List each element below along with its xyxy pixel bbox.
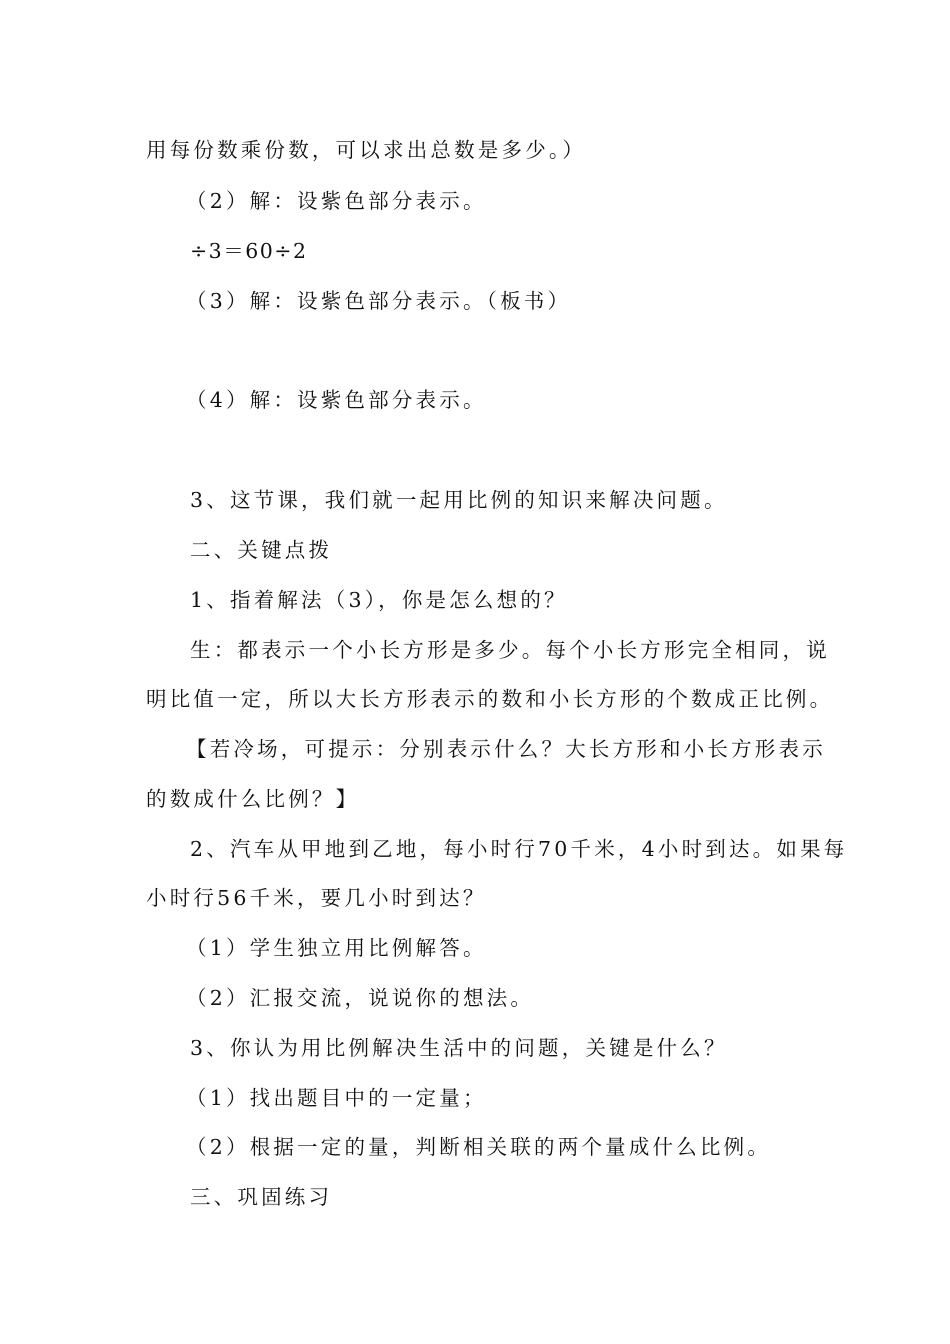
text-line: （1）学生独立用比例解答。 — [186, 936, 487, 960]
formula-line: ÷3＝60÷2 — [190, 239, 308, 263]
text-line: 1、指着解法（3），你是怎么想的？ — [190, 588, 568, 612]
text-line: （4）解：设紫色部分表示。 — [186, 388, 487, 412]
text-line: 3、这节课，我们就一起用比例的知识来解决问题。 — [190, 488, 728, 512]
text-line: （3）解：设紫色部分表示。（板书） — [186, 289, 572, 313]
text-line: （1）找出题目中的一定量； — [186, 1086, 487, 1110]
section-heading: 二、关键点拨 — [190, 538, 333, 562]
text-line: （2）汇报交流，说说你的想法。 — [186, 986, 535, 1010]
text-line: 用每份数乘份数，可以求出总数是多少。） — [146, 138, 587, 162]
text-line: 小时行56千米，要几小时到达？ — [146, 886, 487, 910]
text-line: （2）根据一定的量，判断相关联的两个量成什么比例。 — [186, 1135, 772, 1159]
text-line: 【若冷场，可提示：分别表示什么？大长方形和小长方形表示 — [186, 737, 826, 761]
text-line: 的数成什么比例？】 — [146, 787, 360, 811]
text-line: （2）解：设紫色部分表示。 — [186, 189, 487, 213]
text-line: 3、你认为用比例解决生活中的问题，关键是什么？ — [190, 1036, 728, 1060]
text-line: 2、汽车从甲地到乙地，每小时行70千米，4小时到达。如果每 — [190, 837, 848, 861]
text-line: 生：都表示一个小长方形是多少。每个小长方形完全相同，说 — [190, 638, 830, 662]
section-heading: 三、巩固练习 — [190, 1185, 333, 1209]
text-line: 明比值一定，所以大长方形表示的数和小长方形的个数成正比例。 — [146, 687, 834, 711]
